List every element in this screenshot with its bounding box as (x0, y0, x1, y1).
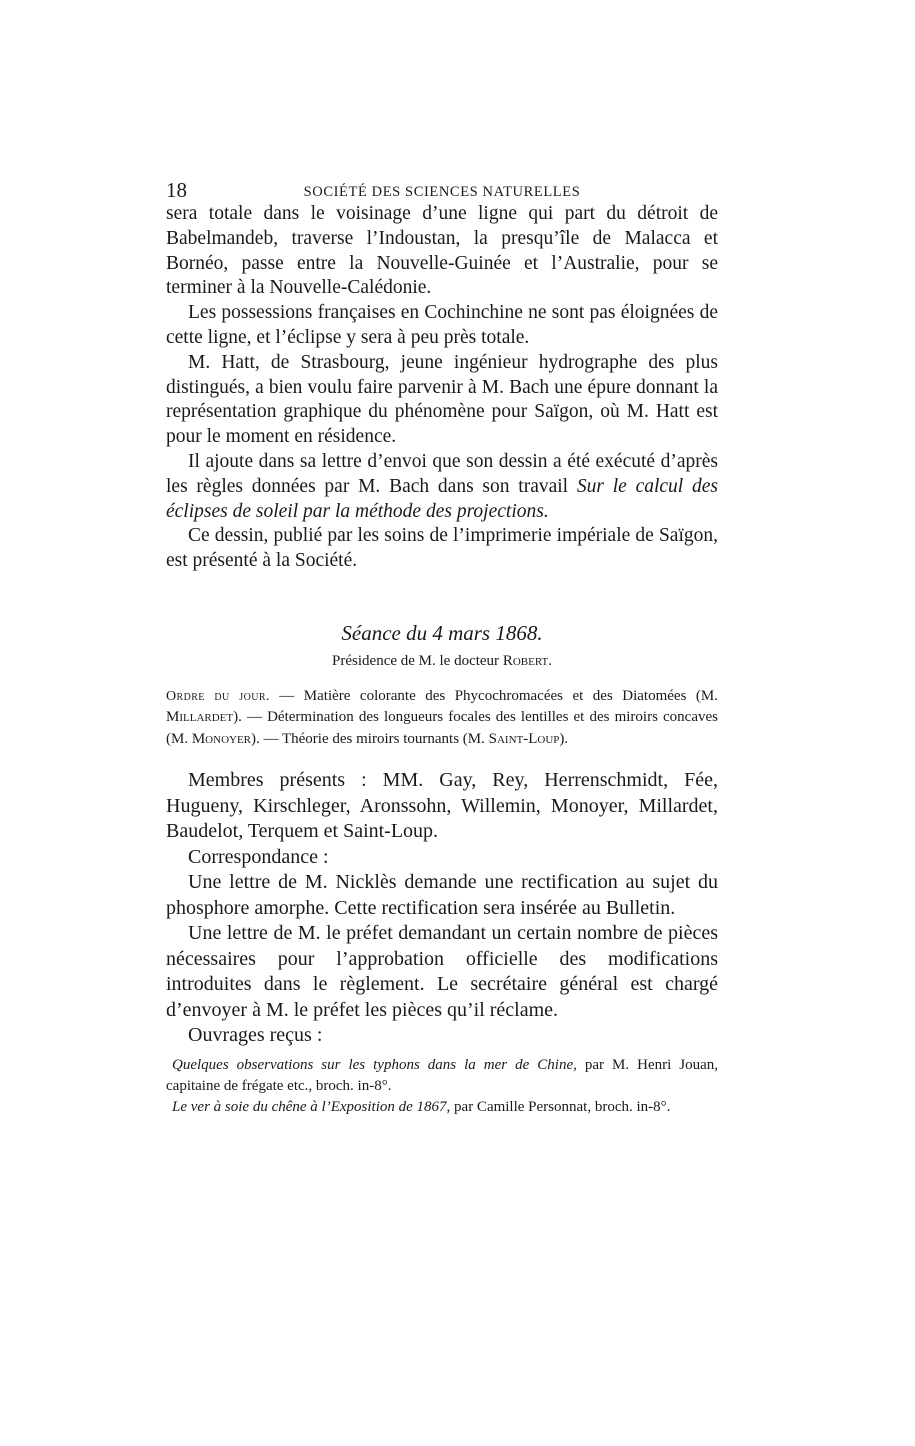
works-received (166, 1055, 718, 1118)
correspondence-label: Correspondance : (188, 845, 329, 868)
order-label: Ordre du jour. (166, 688, 270, 704)
order-of-day (166, 686, 718, 751)
page-number: 18 (166, 178, 187, 202)
running-head (166, 170, 718, 202)
work-title: Quelques observations sur les typhons dans la mer de Chine (172, 1056, 574, 1073)
document-page (166, 170, 718, 1118)
paragraph-letter (166, 450, 718, 524)
order-name-3: Saint-Loup (488, 730, 560, 747)
work-item (166, 1097, 718, 1118)
work-item (166, 1055, 718, 1097)
work-title: Le ver à soie du chêne à l’Exposition de 1867 (172, 1098, 447, 1115)
works-label: Ouvrages reçus : (188, 1024, 323, 1047)
session-title: Séance du 4 mars 1868. (341, 620, 543, 645)
paragraph-cochinchine: Les possessions françaises en Cochinchine ne sont pas éloignées de cette ligne, et l’éclipse y sera à peu près totale. (166, 302, 718, 348)
letter-prefet: Une lettre de M. le préfet demandant un certain nombre de pièces nécessaires pour l’approbation officielle des modifications introduites dans le règlement. Le secrétaire général est chargé d’envoyer à M. le préfet les pièces qu’il réclame. (166, 922, 718, 1021)
order-text-4: ). (559, 730, 569, 747)
order-text-3: ). — Théorie des miroirs tournants (M. (251, 730, 489, 747)
work-details: , par M. Henri Jouan, capitaine de frégate etc., broch. in-8°. (166, 1056, 719, 1094)
work-title-eclipses: Sur le calcul des éclipses de soleil par la méthode des projections. (166, 475, 718, 522)
letter-nickles: Une lettre de M. Nicklès demande une rectification au sujet du phosphore amorphe. Cette rectification sera insérée au Bulletin. (166, 871, 718, 919)
order-name-2: Monoyer (191, 730, 252, 747)
paragraph-eclipse-line: sera totale dans le voisinage d’une ligne qui part du détroit de Babelmandeb, traverse l’Indoustan, la presqu’île de Malacca et Bornéo, passe entre la Nouvelle-Guinée et l’Australie, pour se terminer à la Nouvelle-Calédonie. (166, 203, 718, 299)
order-text-2: ). — Détermination des longueurs focales des lentilles et des miroirs concaves (M. (166, 709, 718, 747)
minutes-section (166, 768, 718, 1049)
order-name-1: Millardet (166, 709, 234, 726)
members-present: Membres présents : MM. Gay, Rey, Herrenschmidt, Fée, Hugueny, Kirschleger, Aronssohn, Willemin, Monoyer, Millardet, Baudelot, Terquem et Saint-Loup. (166, 769, 718, 843)
header-title: SOCIÉTÉ DES SCIENCES NATURELLES (303, 184, 581, 200)
order-text-1: — Matière colorante des Phycochromacées et des Diatomées (M. (269, 687, 718, 704)
paragraph-letter-text: Il ajoute dans sa lettre d’envoi que son dessin a été exécuté d’après les règles données par M. Bach dans son travail (166, 450, 718, 497)
presidence-prefix: Présidence de M. le docteur (332, 652, 503, 669)
work-details: , par Camille Personnat, broch. in-8°. (446, 1098, 671, 1115)
presidence-line (166, 650, 718, 672)
paragraph-drawing: Ce dessin, publié par les soins de l’imprimerie impériale de Saïgon, est présenté à la Société. (166, 525, 718, 572)
paragraph-hatt: M. Hatt, de Strasbourg, jeune ingénieur hydrographe des plus distingués, a bien voulu faire parvenir à M. Bach une épure donnant la représentation graphique du phénomène pour Saïgon, où M. Hatt est pour le moment en résidence. (166, 351, 718, 448)
president-name: Robert. (502, 652, 552, 669)
